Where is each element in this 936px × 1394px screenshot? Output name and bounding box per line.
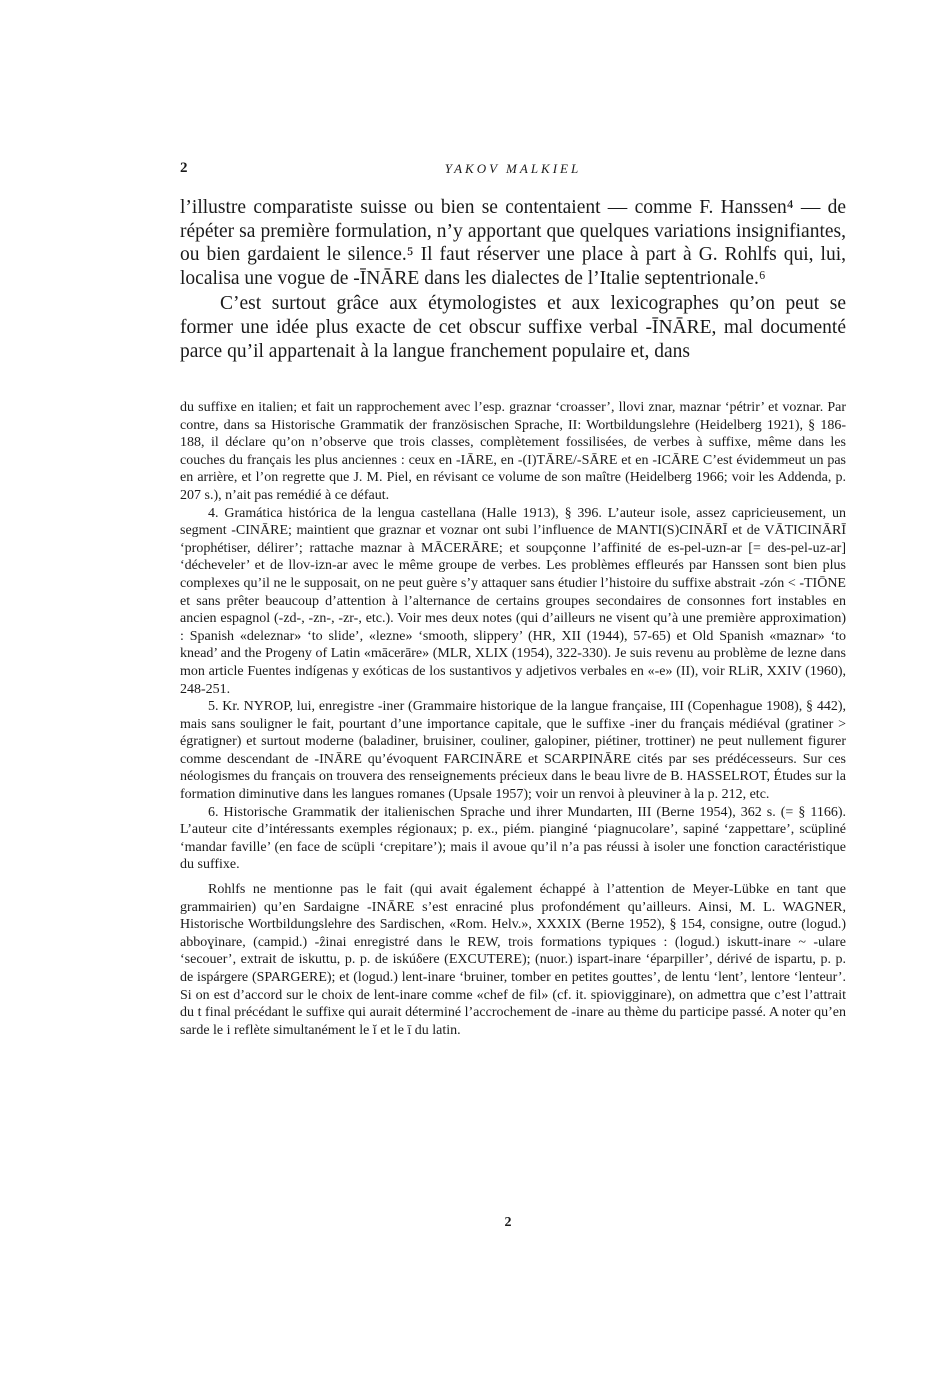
body-paragraph-2: C’est surtout grâce aux étymologistes et aux lexicographes qu’on peut se former une idée plus exacte de cet obscur suffixe verbal -ĪNĀRE, mal documenté parce qu’il appartenait à la langue franchement populaire et, dans xyxy=(180,293,846,362)
page-number-top: 2 xyxy=(180,160,188,176)
footnote-3-continued: du suffixe en italien; et fait un rapprochement avec l’esp. graznar ‘croasser’, llovi znar, maznar ‘pétrir’ et voznar. Par contre, dans sa Historische Grammatik der französischen Sprache, II: Wortbildungslehre (Heidelberg 1921), § 186-188, il déclare qu’on n’observe que trois classes, complètement fossilisées, de verbes à suffixe, même dans les couches du français les plus anciennes : ceux en -IĀRE, en -(I)TĀRE/-SĀRE et en -ICĀRE C’est évidemmeut un pas en arrière, et l’on regrette que J. M. Piel, en révisant ce volume de son maître (Heidelberg 1966; voir les Addenda, p. 207 s.), n’ait pas remédié à ce défaut. xyxy=(180,400,846,503)
footnote-4: 4. Gramática histórica de la lengua castellana (Halle 1913), § 396. L’auteur isole, assez capricieusement, un segment -CINĀRE; maintient que graznar et voznar ont subi l’influence de MANTI(S)CINĀRĪ et de VĀTICINĀRĪ ‘prophétiser, délirer’; rattache maznar à MĀCERĀRE; et soupçonne l’affinité de es-pel-uzn-ar [= des-pel-uz-ar] ‘décheveler’ et de llov-izn-ar avec le même groupe de verbes. Les problèmes effleurés par Hanssen sont bien plus complexes qu’il ne le supposait, on ne peut guère s’y attaquer sans étudier l’histoire du suffixe abstrait -zón < -TIŌNE et sans prêter beaucoup d’attention à l’alternance de certains groupes secondaires de consonnes fort instables en ancien espagnol (-zd-, -zn-, -zr-, etc.). Voir mes deux notes (qui d’ailleurs ne visent qu’à une première approximation) : Spanish «deleznar» ‘to slide’, «lezne» ‘smooth, slippery’ (HR, XII (1944), 57-65) et Old Spanish «maznar» ‘to knead’ and the Progeny of Latin «mācerāre» (MLR, XLIX (1954), 322-330). Je suis revenu au problème de lezne dans mon article Fuentes indígenas y exóticas de los sustantivos y adjetivos verbales en «-e» (II), voir RLiR, XXIV (1960), 248-251. xyxy=(180,505,846,697)
page-number-bottom: 2 xyxy=(504,1215,512,1230)
page-header xyxy=(180,160,846,182)
footnote-6: 6. Historische Grammatik der italienischen Sprache und ihrer Mundarten, III (Berne 1954), 362 s. (= § 1166). L’auteur cite d’intéressants exemples régionaux; p. ex., piém. pianginé ‘piagnucolare’, sapiné ‘zappettare’, scüpliné ‘mandar faville’ (en face de scüpli ‘crepitare’); mais il avoue qu’il n’a pas réussi à isoler une fonction caractéristique du suffixe. xyxy=(180,804,846,873)
main-text xyxy=(180,196,846,363)
footnotes xyxy=(180,399,846,1039)
body-paragraph-1: l’illustre comparatiste suisse ou bien se contentaient — comme F. Hanssen⁴ — de répéter sa première formulation, n’y apportant que quelques variations insignifiantes, ou bien gardaient le silence.⁵ Il faut réserver une place à part à G. Rohlfs qui, lui, localisa une vogue de -ĪNĀRE dans les dialectes de l’Italie septentrionale.⁶ xyxy=(180,197,846,289)
footnote-5: 5. Kr. NYROP, lui, enregistre -iner (Grammaire historique de la langue française, III (Copenhague 1908), § 442), mais sans souligner le fait, pourtant d’une importance capitale, que le suffixe -iner du français médiéval (gratiner > égratigner) et surtout moderne (baladiner, bruisiner, couliner, galopiner, piétiner, trottiner) ne peut nullement figurer comme descendant de -INĀRE qu’évoquent FARCINĀRE et SCARPINĀRE cités par ses prédécesseurs. Sur ces néologismes du français on trouvera des renseignements précieux dans le beau livre de B. HASSELROT, Études sur la formation diminutive dans les langues romanes (Upsale 1957); voir un renvoi à pleuviner à la p. 212, etc. xyxy=(180,699,846,803)
footnote-6-continued: Rohlfs ne mentionne pas le fait (qui avait également échappé à l’attention de Meyer-Lübke en tant que grammairien) qu’en Sardaigne -INĀRE s’est enraciné plus profondément qu’ailleurs. Ainsi, M. L. WAGNER, Historische Wortbildungslehre des Sardischen, «Rom. Helv.», XXXIX (Berne 1952), § 154, consigne, outre (logud.) abboɣinare, (campid.) -ẑinai enregistré dans le REW, trois formations typiques : (logud.) iskutt-inare ~ -ulare ‘secouer’, extrait de iskuttu, p. p. de iskúδere (EXCUTERE); (nuor.) ispart-inare ‘éparpiller’, dérivé de ispartu, p. p. de ispárgere (SPARGERE); et (logud.) lent-inare ‘bruiner, tomber en petites gouttes’, de lentu ‘lent’, lentore ‘lenteur’. Si on est d’accord sur le choix de lent-inare comme «chef de fil» (cf. it. spiovigginare), on admettra que c’est l’attrait du t final précédant le suffixe qui aurait déterminé l’accrochement de -inare au thème du participe passé. A noter qu’en sarde le i reflète simultanément le ĭ et le ī du latin. xyxy=(180,882,846,1038)
running-head: YAKOV MALKIEL xyxy=(444,161,582,176)
